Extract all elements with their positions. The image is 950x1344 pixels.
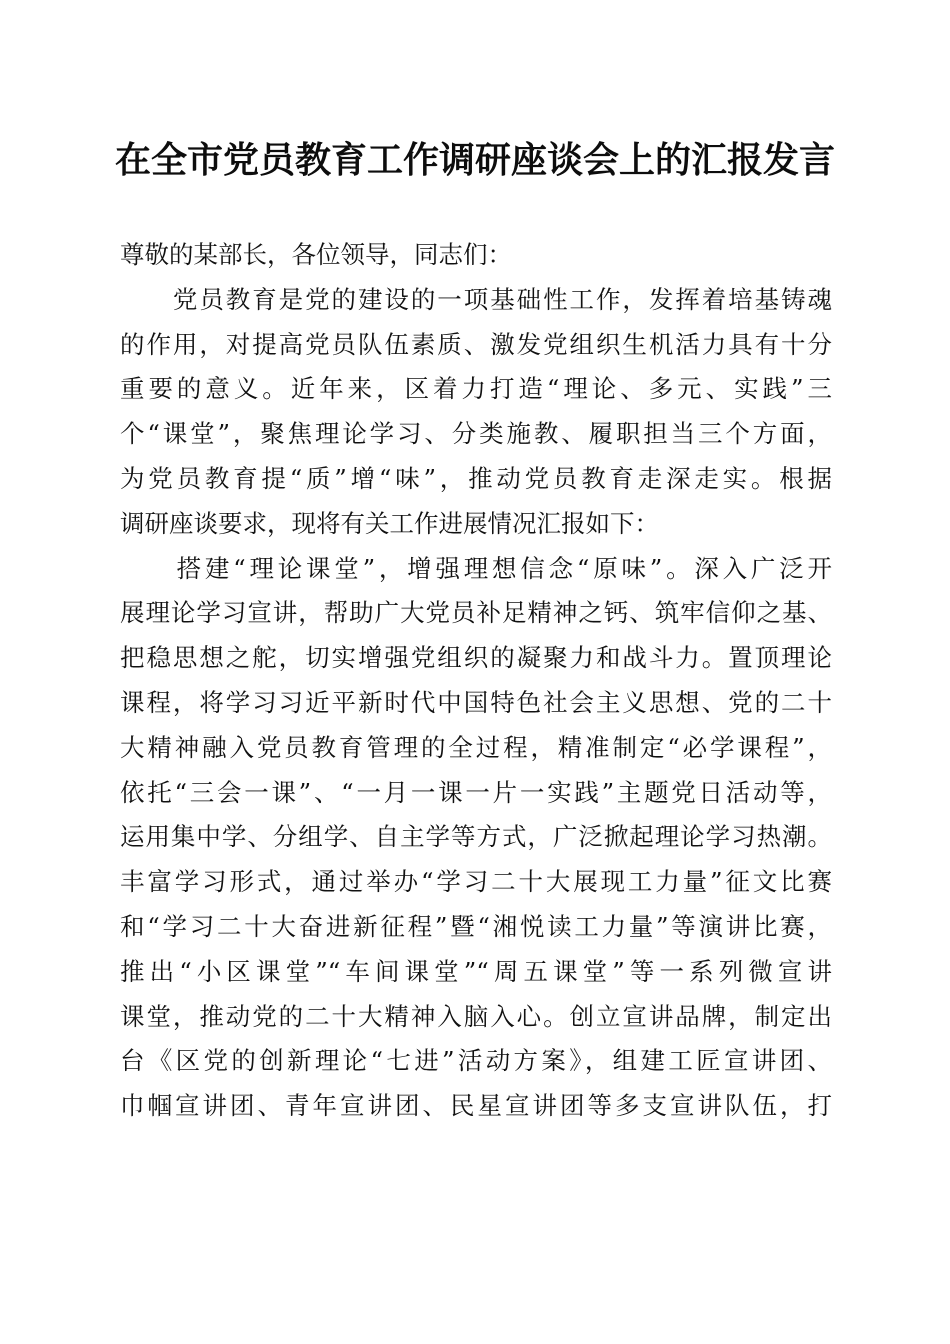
paragraph-line: 运用集中学、分组学、自主学等方式，广泛掀起理论学习热潮。 bbox=[120, 822, 832, 852]
document-title: 在全市党员教育工作调研座谈会上的汇报发言 bbox=[114, 139, 835, 181]
paragraph-line: 展理论学习宣讲，帮助广大党员补足精神之钙、筑牢信仰之基、 bbox=[120, 598, 832, 628]
paragraph-line: 课程，将学习习近平新时代中国特色社会主义思想、党的二十 bbox=[120, 687, 832, 717]
paragraph-line: 大精神融入党员教育管理的全过程，精准制定“必学课程”， bbox=[120, 732, 832, 762]
paragraph-line: 个“课堂”，聚焦理论学习、分类施教、履职担当三个方面， bbox=[120, 419, 832, 449]
paragraph-line: 推出“小区课堂”“车间课堂”“周五课堂”等一系列微宣讲 bbox=[120, 956, 832, 986]
paragraph-line: 把稳思想之舵，切实增强党组织的凝聚力和战斗力。置顶理论 bbox=[120, 643, 832, 673]
paragraph-line: 搭建“理论课堂”，增强理想信念“原味”。深入广泛开 bbox=[120, 553, 832, 583]
paragraph-line: 课堂，推动党的二十大精神入脑入心。创立宣讲品牌，制定出 bbox=[120, 1001, 832, 1031]
salutation-line: 尊敬的某部长，各位领导，同志们： bbox=[120, 240, 512, 269]
paragraph-line: 的作用，对提高党员队伍素质、激发党组织生机活力具有十分 bbox=[120, 329, 832, 359]
paragraph-line: 台《区党的创新理论“七进”活动方案》，组建工匠宣讲团、 bbox=[120, 1046, 832, 1076]
paragraph-line: 依托“三会一课”、“一月一课一片一实践”主题党日活动等， bbox=[120, 777, 832, 807]
paragraph-line: 调研座谈要求，现将有关工作进展情况汇报如下： bbox=[120, 508, 659, 538]
paragraph-line: 巾帼宣讲团、青年宣讲团、民星宣讲团等多支宣讲队伍，打 bbox=[120, 1091, 832, 1121]
document-body bbox=[120, 233, 832, 1129]
paragraph-line: 丰富学习形式，通过举办“学习二十大展现工力量”征文比赛 bbox=[120, 867, 832, 897]
paragraph-line: 党员教育是党的建设的一项基础性工作，发挥着培基铸魂 bbox=[120, 284, 832, 314]
paragraph-line: 为党员教育提“质”增“味”，推动党员教育走深走实。根据 bbox=[120, 463, 832, 493]
paragraph-line: 和“学习二十大奋进新征程”暨“湘悦读工力量”等演讲比赛， bbox=[120, 911, 832, 941]
paragraph-line: 重要的意义。近年来，区着力打造“理论、多元、实践”三 bbox=[120, 374, 832, 404]
